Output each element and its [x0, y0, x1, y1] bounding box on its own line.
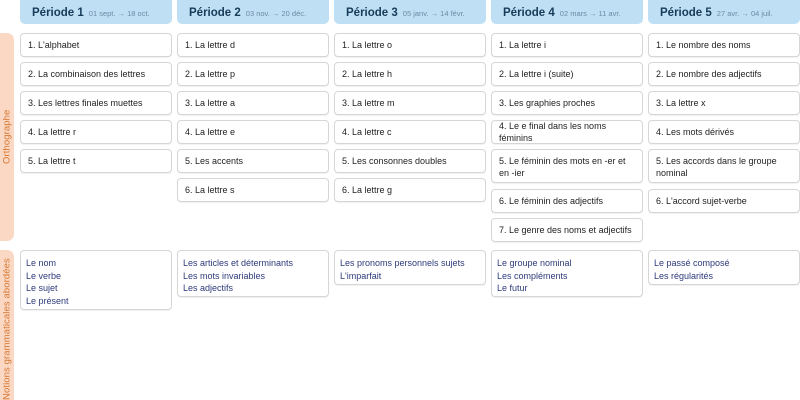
lesson-label: 4. Le e final dans les noms féminins [499, 121, 607, 143]
lesson-card[interactable] [334, 149, 486, 173]
notion-item: Les régularités [654, 270, 714, 281]
lesson-label: 4. La lettre c [342, 127, 392, 137]
lesson-label: 4. La lettre e [185, 127, 236, 137]
lesson-label: 1. L'alphabet [28, 40, 80, 50]
lesson-card[interactable] [20, 62, 172, 86]
period-dates: 05 janv. → 14 févr. [402, 9, 465, 18]
period-header[interactable] [177, 0, 329, 24]
lesson-label: 3. La lettre x [656, 98, 706, 108]
lesson-label: 2. Le nombre des adjectifs [656, 69, 762, 79]
period-column-2 [177, 0, 329, 293]
period-dates: 02 mars → 11 avr. [559, 9, 621, 18]
notion-item: Le groupe nominal [497, 258, 572, 268]
notion-item: Le passé composé [654, 258, 730, 268]
notions-row-label: Notions grammaticales abordées [1, 258, 13, 400]
lesson-card[interactable] [20, 33, 172, 57]
period-name: Période 3 [346, 7, 398, 19]
notion-item: Les pronoms personnels sujets [340, 258, 465, 268]
lesson-label: 1. La lettre d [185, 40, 236, 50]
notions-card[interactable] [20, 250, 172, 310]
notion-item: Les compléments [497, 270, 568, 281]
period-column-4 [491, 0, 643, 293]
lesson-label: 2. La lettre p [185, 69, 236, 79]
notion-item: Le verbe [26, 270, 62, 281]
lesson-label: 5. La lettre t [28, 156, 76, 166]
notion-item: Les adjectifs [183, 283, 234, 293]
lesson-card[interactable] [491, 62, 643, 86]
lesson-card[interactable] [177, 120, 329, 144]
lesson-card[interactable] [177, 62, 329, 86]
lesson-card[interactable] [491, 91, 643, 115]
lesson-card[interactable] [648, 120, 800, 144]
period-name: Période 2 [189, 7, 241, 19]
lesson-card[interactable] [177, 149, 329, 173]
notion-item: Les mots invariables [183, 270, 266, 281]
lesson-label: 2. La combinaison des lettres [28, 69, 146, 79]
lesson-card[interactable] [491, 218, 643, 242]
lesson-card[interactable] [177, 91, 329, 115]
notion-item: Les articles et déterminants [183, 258, 294, 268]
lesson-label: 4. Les mots dérivés [656, 127, 735, 137]
period-header[interactable] [491, 0, 643, 24]
lesson-label: 7. Le genre des noms et adjectifs [499, 225, 632, 235]
notions-card[interactable] [177, 250, 329, 297]
period-column-3 [334, 0, 486, 281]
notion-item: Le futur [497, 283, 528, 293]
lesson-label: 3. La lettre a [185, 98, 236, 108]
lesson-card[interactable] [648, 91, 800, 115]
lesson-card[interactable] [491, 189, 643, 213]
period-column-5 [648, 0, 800, 281]
lesson-label: 1. La lettre o [342, 40, 393, 50]
lesson-card[interactable] [648, 62, 800, 86]
lesson-label: 1. Le nombre des noms [656, 40, 751, 50]
period-dates: 03 nov. → 20 déc. [245, 9, 307, 18]
notions-card[interactable] [334, 250, 486, 285]
lesson-card[interactable] [334, 120, 486, 144]
lesson-label: 6. La lettre g [342, 185, 393, 195]
lesson-label: 4. La lettre r [28, 127, 77, 137]
period-dates: 01 sept. → 18 oct. [88, 9, 150, 18]
period-dates: 27 avr. → 04 juil. [716, 9, 773, 18]
lesson-label: 6. L'accord sujet-verbe [656, 196, 747, 206]
lesson-label: 5. Le féminin des mots en -er et en -ier [499, 156, 626, 178]
orthographe-row-label: Orthographe [1, 109, 13, 165]
period-name: Période 5 [660, 7, 712, 19]
lesson-card[interactable] [177, 178, 329, 202]
lesson-card[interactable] [491, 149, 643, 183]
lesson-card[interactable] [334, 33, 486, 57]
lesson-card[interactable] [491, 33, 643, 57]
period-header[interactable] [20, 0, 172, 24]
notion-item: L'imparfait [340, 270, 382, 281]
lesson-label: 5. Les accords dans le groupe nominal [656, 156, 777, 178]
lesson-card[interactable] [648, 189, 800, 213]
lesson-card[interactable] [334, 178, 486, 202]
lesson-card[interactable] [334, 62, 486, 86]
lesson-label: 6. Le féminin des adjectifs [499, 196, 604, 206]
lesson-label: 5. Les consonnes doubles [342, 156, 447, 166]
lesson-card[interactable] [491, 120, 643, 144]
lesson-label: 5. Les accents [185, 156, 244, 166]
period-header[interactable] [648, 0, 800, 24]
period-name: Période 1 [32, 7, 84, 19]
lesson-label: 1. La lettre i [499, 40, 547, 50]
lesson-card[interactable] [648, 33, 800, 57]
lesson-label: 2. La lettre i (suite) [499, 69, 574, 79]
lesson-label: 3. Les lettres finales muettes [28, 98, 143, 108]
notion-item: Le présent [26, 295, 69, 306]
period-name: Période 4 [503, 7, 555, 19]
period-header[interactable] [334, 0, 486, 24]
lesson-card[interactable] [648, 149, 800, 183]
notions-card[interactable] [648, 250, 800, 285]
lesson-label: 3. Les graphies proches [499, 98, 596, 108]
lesson-card[interactable] [20, 91, 172, 115]
lesson-label: 2. La lettre h [342, 69, 393, 79]
lesson-card[interactable] [177, 33, 329, 57]
notion-item: Le sujet [26, 283, 58, 293]
lesson-card[interactable] [20, 120, 172, 144]
lesson-label: 3. La lettre m [342, 98, 395, 108]
notion-item: Le nom [26, 258, 57, 268]
notions-card[interactable] [491, 250, 643, 297]
period-column-1 [20, 0, 172, 306]
lesson-card[interactable] [334, 91, 486, 115]
lesson-card[interactable] [20, 149, 172, 173]
lesson-label: 6. La lettre s [185, 185, 235, 195]
